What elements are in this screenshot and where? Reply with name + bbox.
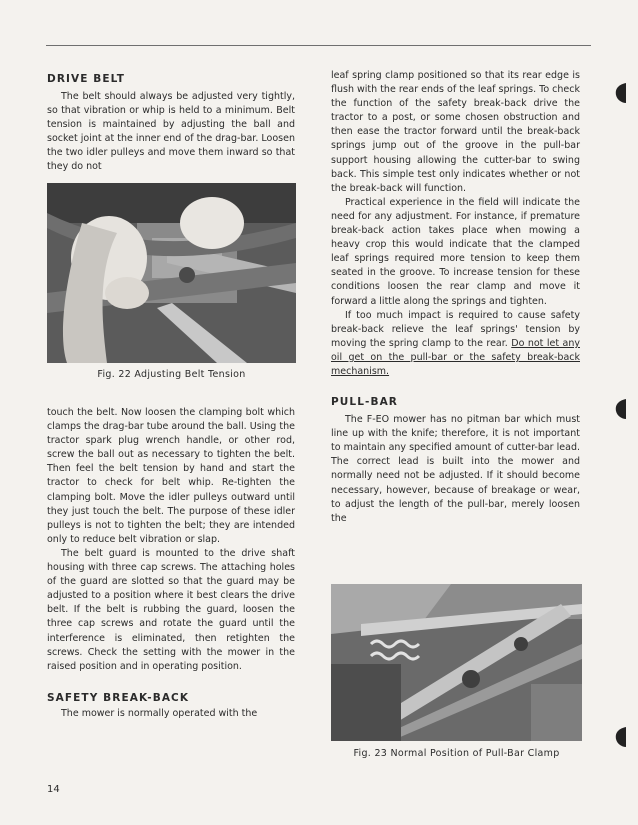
top-rule	[46, 45, 591, 46]
drive-belt-paragraph-2: The belt guard is mounted to the drive shaft housing with three cap screws. The attaching holes of the guard are slotted so that the guard may be adjusted to a position where it best clears the drive belt. If the belt is rubbing the guard, loosen the three cap screws and rotate the guard until the interference is eliminated, then retighten the screws. Check the setting with the mower in the raised position and in operating position.	[47, 547, 295, 672]
fig22-caption: Fig. 22 Adjusting Belt Tension	[97, 369, 246, 380]
heading-drive-belt: DRIVE BELT	[47, 73, 125, 85]
safety-paragraph-1-continued: leaf spring clamp positioned so that its rear edge is flush with the rear ends of the leaf springs. To check the function of the safety break-back drive the tractor to a post, or some chosen obstruction and then ease the tractor forward until the break-back springs jump out of the groove in the pull-bar support housing allowing the cutter-bar to swing back. This simple test only indicates whether or not the break-back will function.	[331, 70, 580, 194]
heading-pull-bar: PULL-BAR	[331, 396, 398, 409]
left-column-continued	[47, 406, 295, 721]
safety-paragraph-3	[331, 309, 580, 379]
fig23-caption: Fig. 23 Normal Position of Pull-Bar Clamp	[353, 748, 560, 759]
fig22-photo	[47, 183, 296, 363]
safety-paragraph-3-text: If too much impact is required to cause safety break-back relieve the leaf springs' tension by moving the spring clamp to the rear.	[331, 309, 580, 349]
binder-hole-mark-top	[614, 82, 628, 104]
binder-hole-mark-middle	[614, 398, 628, 420]
binder-hole-mark-bottom	[614, 726, 628, 748]
fig23-illustration	[331, 584, 582, 741]
left-column	[47, 72, 295, 175]
pull-bar-paragraph-1: The F-EO mower has no pitman bar which must line up with the knife; therefore, it is not important to maintain any specified amount of cutter-bar lead. The correct lead is built into the mower and normally need not be adjusted. If it should become necessary, however, because of breakage or wear, to adjust the length of the pull-bar, merely loosen the	[331, 414, 580, 524]
page-number: 14	[47, 784, 60, 795]
fig23-photo	[331, 584, 582, 741]
right-column	[331, 69, 580, 526]
safety-paragraph-1-start: The mower is normally operated with the	[61, 707, 258, 719]
heading-safety-break-back: SAFETY BREAK-BACK	[47, 691, 190, 704]
safety-warning-underlined: Do not let any oil get on the pull-bar or the safety break-back mechanism.	[331, 337, 580, 377]
drive-belt-paragraph-1-continued: touch the belt. Now loosen the clamping bolt which clamps the drag-bar tube around the ball. Using the tractor spark plug wrench handle, or other rod, screw the ball out as necessary to tighten the belt. Then feel the belt tension by hand and start the tractor to check for belt whip. Re-tighten the clamping bolt. Move the idler pulleys outward until they just touch the belt. The purpose of these idler pulleys is not to tighten the belt; they are intended only to reduce belt vibration or slap.	[47, 407, 295, 545]
safety-paragraph-2: Practical experience in the field will indicate the need for any adjustment. For instance, if premature break-back action takes place when mowing a heavy crop this would indicate that the clamped leaf springs required more tension to keep them seated in the groove. To increase tension for these conditions loosen the rear clamp and move it forward a little along the springs and tighten.	[331, 196, 580, 307]
drive-belt-paragraph-1: The belt should always be adjusted very tightly, so that vibration or whip is held to a minimum. Belt tension is maintained by adjusting the ball and socket joint at the inner end of the drag-bar. Loosen the two idler pulleys and move them inward so that they do not	[47, 91, 295, 173]
fig22-illustration	[47, 183, 296, 363]
